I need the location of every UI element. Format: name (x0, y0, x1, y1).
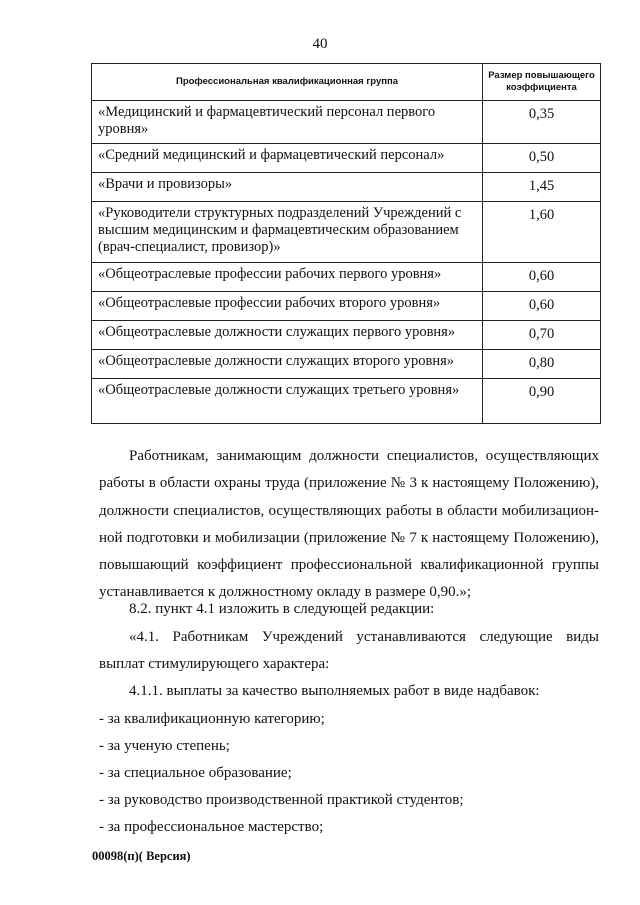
list-item: - за руководство производственной практикой студентов; (99, 792, 464, 808)
table-header-row (92, 64, 601, 101)
list-item: - за ученую степень; (99, 738, 230, 754)
list-item: - за квалификационную категорию; (99, 711, 325, 727)
paragraph-clause-4-1-1: 4.1.1. выплаты за качество выполняемых работ в виде надбавок: (129, 683, 540, 699)
group-cell: «Средний медицинский и фармацевтический персонал» (92, 144, 483, 173)
table-row (92, 292, 601, 321)
coefficient-cell: 0,50 (483, 144, 601, 173)
table-row (92, 144, 601, 173)
list-item: - за профессиональное мастерство; (99, 819, 324, 835)
paragraph-clause-4-1: «4.1. Работникам Учреждений устанавливаются следующие виды выплат стимулирующего характера: (99, 629, 599, 673)
group-cell: «Врачи и провизоры» (92, 173, 483, 202)
column-header-coefficient: Размер повышающего коэффициента (483, 64, 601, 101)
coefficient-cell: 0,80 (483, 350, 601, 379)
group-cell: «Общеотраслевые должности служащих первого уровня» (92, 321, 483, 350)
coefficient-cell: 0,35 (483, 101, 601, 144)
group-cell: «Общеотраслевые должности служащих второго уровня» (92, 350, 483, 379)
coefficient-table (91, 63, 601, 424)
paragraph-clause-8-2: 8.2. пункт 4.1 изложить в следующей редакции: (129, 601, 435, 617)
column-header-group: Профессиональная квалификационная группа (92, 64, 483, 101)
table-row (92, 202, 601, 263)
group-cell: «Общеотраслевые профессии рабочих второго уровня» (92, 292, 483, 321)
table-row (92, 173, 601, 202)
coefficient-cell: 0,60 (483, 263, 601, 292)
table-row (92, 321, 601, 350)
coefficient-cell: 0,60 (483, 292, 601, 321)
group-cell: «Общеотраслевые профессии рабочих первого уровня» (92, 263, 483, 292)
group-cell: «Медицинский и фармацевтический персонал первого уровня» (92, 101, 483, 144)
coefficient-cell: 0,70 (483, 321, 601, 350)
group-cell: «Руководители структурных подразделений Учреждений с высшим медицинским и фармацевтическим образованием (врач-специалист, провизор)» (92, 202, 483, 263)
page-number: 40 (312, 36, 328, 52)
group-cell: «Общеотраслевые должности служащих третьего уровня» (92, 379, 483, 424)
list-item: - за специальное образование; (99, 765, 292, 781)
coefficient-cell: 1,45 (483, 173, 601, 202)
coefficient-cell: 1,60 (483, 202, 601, 263)
table-row (92, 350, 601, 379)
table-row (92, 379, 601, 424)
paragraph-labor-safety: Работникам, занимающим должности специалистов, осуществляющих работы в области охраны труда (приложение № 3 к настоящему Положению), должности специалистов, осуществляющих работы в области мобилизацион-ной подготовки и мобилизации (приложение № 7 к настоящему Положению), повышающий коэффициент профессиональной квалификационной группы устанавливается к должностному окладу в размере 0,90.»; (99, 448, 599, 601)
table-row (92, 101, 601, 144)
document-footer-code: 00098(п)( Версия) (92, 849, 191, 863)
coefficient-cell: 0,90 (483, 379, 601, 424)
table-row (92, 263, 601, 292)
